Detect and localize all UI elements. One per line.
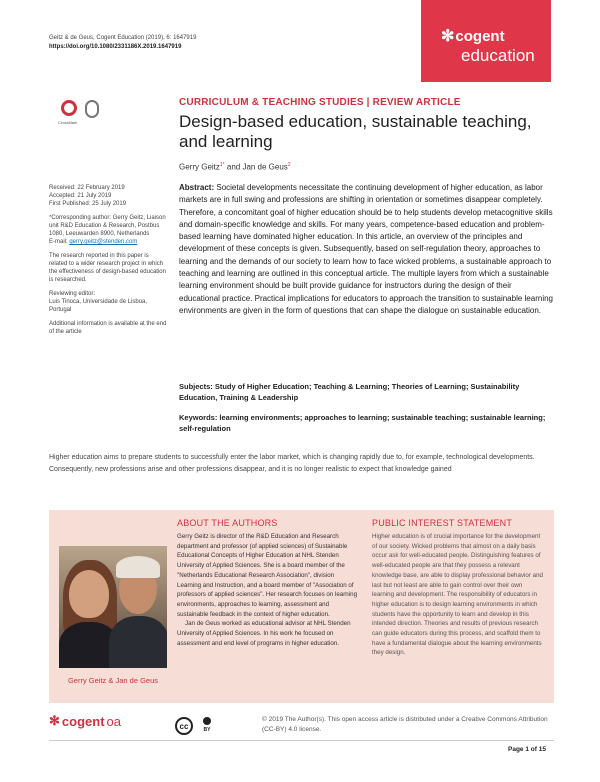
abstract bbox=[179, 182, 553, 317]
author-line bbox=[179, 162, 291, 172]
citation-header bbox=[49, 34, 196, 52]
subjects: Subjects: Study of Higher Education; Teaching & Learning; Theories of Learning; Sustainability Education, Training & Leadership bbox=[179, 382, 520, 402]
received-date: Received: 22 February 2019 bbox=[49, 185, 125, 191]
badges bbox=[58, 100, 107, 130]
journal-name: education bbox=[461, 46, 535, 65]
footer-logo-text: cogent bbox=[61, 713, 105, 729]
cogent-oa-logo[interactable] bbox=[49, 713, 121, 729]
email-label: E-mail: bbox=[49, 239, 70, 245]
citation-text: Geitz & de Geus, Cogent Education (2019), 6: 1647919 bbox=[49, 35, 197, 41]
email-link[interactable]: gerry.geitz@stenden.com bbox=[69, 239, 138, 245]
footer-divider bbox=[49, 740, 554, 741]
author-affil: 2 bbox=[287, 162, 291, 168]
crossmark-label: CrossMark bbox=[58, 120, 78, 125]
cc-icon bbox=[175, 717, 193, 735]
article-title: Design-based education, sustainable teaching, and learning bbox=[179, 112, 532, 151]
about-paragraph: Jan de Geus worked as educational advisor at NHL Stenden University of Applied Sciences. In his work he focused on assessment and end level of programs in higher education. bbox=[177, 620, 351, 647]
cogent-dots-icon: ✻ bbox=[49, 713, 60, 728]
cc-license-badge[interactable] bbox=[175, 717, 216, 735]
cogent-dots-icon: ✻ bbox=[441, 28, 453, 45]
by-icon bbox=[198, 717, 216, 735]
page-number: Page 1 of 15 bbox=[508, 746, 546, 753]
accepted-date: Accepted: 21 July 2019 bbox=[49, 193, 112, 199]
cogent-logo bbox=[441, 26, 505, 46]
doi-link[interactable]: https://doi.org/10.1080/2331186X.2019.1647919 bbox=[49, 44, 182, 50]
cogent-logo-text: cogent bbox=[455, 27, 505, 45]
about-paragraph: Gerry Geitz is director of the R&D Education and Research department and professor (of applied sciences) of Sustainable Educational Concepts of Higher Education at NHL Stenden University of Applied Sciences. She is a board member of the "Netherlands Educational Research Association", division Learning and Instruction, and a board member of "Association of professors of applied sciences". Her research focuses on learning environments, approaches to learning, assessment and sustainable feedback in the context of higher education. bbox=[177, 533, 358, 618]
keywords: Keywords: learning environments; approaches to learning; sustainable teaching; sustainable learning; self-regulation bbox=[179, 413, 546, 433]
intro-paragraph: Higher education aims to prepare students to successfully enter the labor market, which is changing rapidly due to, for example, technological developments. Consequently, new professions arise and other professions disappear, and it is no longer realistic to expect that knowledge gained bbox=[49, 454, 535, 473]
reviewing-label: Reviewing editor: bbox=[49, 291, 96, 297]
footer-logo-suffix: oa bbox=[106, 713, 121, 729]
journal-brand-box bbox=[421, 0, 551, 82]
article-sidebar bbox=[49, 184, 167, 342]
public-interest-heading: PUBLIC INTEREST STATEMENT bbox=[372, 518, 513, 528]
cc-label: cc bbox=[179, 721, 189, 731]
public-interest-text: Higher education is of crucial importance for the development of our society. Wicked problems that almost on a daily basis occur ask for well-educated people. Distinguishing features of well-educated people are that they possess a relevant knowledge base, are able to display professional behavior and last but not least are able to gain control over their own learning and development. The responsibility of educators in higher education is to design learning environments in which students have the opportunity to learn and develop in this intended direction. Theories and results of previous research can guide educators during this process, and scaffold them to have a fundamental dialogue about the learning environments they design. bbox=[372, 533, 543, 657]
about-text bbox=[177, 532, 357, 648]
about-authors-box bbox=[49, 510, 554, 703]
open-access-icon bbox=[85, 100, 99, 118]
photo-caption: Gerry Geitz & Jan de Geus bbox=[67, 676, 159, 685]
abstract-text: Societal developments necessitate the continuing development of higher education, as labor markets are in full swing and professions are shifting in orientation or sometimes disappear completely. Therefore, a concomitant goal of higher education should be to help students develop metacognitive skills and domain-specific knowledge and skills. For many years, competence-based education and problem-based learning have dominated higher education. In this article, an overview of the principles and development of these concepts is given. Subsequently, based on self-regulation theory, approaches to learning and the demands of our society to learn how to face wicked problems, a sustainable approach to teaching and learning are outlined in this conceptual article. The multiple layers from which a sustainable learning environment should be built provide guidance for instructors during the design of their educational practice. Practical implications for educators to approach the transition to sustainable learning environments are given in the form of questions that can shape the dialogue on sustainable education. bbox=[179, 183, 553, 315]
about-heading: ABOUT THE AUTHORS bbox=[177, 518, 278, 528]
license-text: © 2019 The Author(s). This open access article is distributed under a Creative Commons Attribution (CC-BY) 4.0 license. bbox=[262, 716, 548, 733]
abstract-label: Abstract: bbox=[179, 183, 215, 192]
reviewing-editor: Luis Tinoca, Universidade de Lisboa, Portugal bbox=[49, 299, 148, 313]
author-name[interactable]: Jan de Geus bbox=[242, 162, 288, 172]
published-date: First Published: 25 July 2019 bbox=[49, 201, 127, 207]
author-name[interactable]: Gerry Geitz bbox=[179, 162, 220, 172]
project-note: The research reported in this paper is related to a wider research project in which the effectiveness of design-based education is researched. bbox=[49, 253, 166, 283]
authors-photo bbox=[59, 546, 167, 668]
author-affil: 1* bbox=[219, 162, 225, 168]
correspondence: *Corresponding author: Gerry Geitz, Liaison unit R&D Education & Research, Postbus 1080, Leeuwarden 8900, Netherlands bbox=[49, 215, 166, 237]
additional-info: Additional information is available at the end of the article bbox=[49, 321, 167, 335]
section-label: CURRICULUM & TEACHING STUDIES | REVIEW ARTICLE bbox=[179, 97, 461, 108]
author-separator: and bbox=[224, 162, 243, 172]
by-label: BY bbox=[203, 727, 211, 733]
crossmark-icon[interactable] bbox=[61, 100, 77, 116]
